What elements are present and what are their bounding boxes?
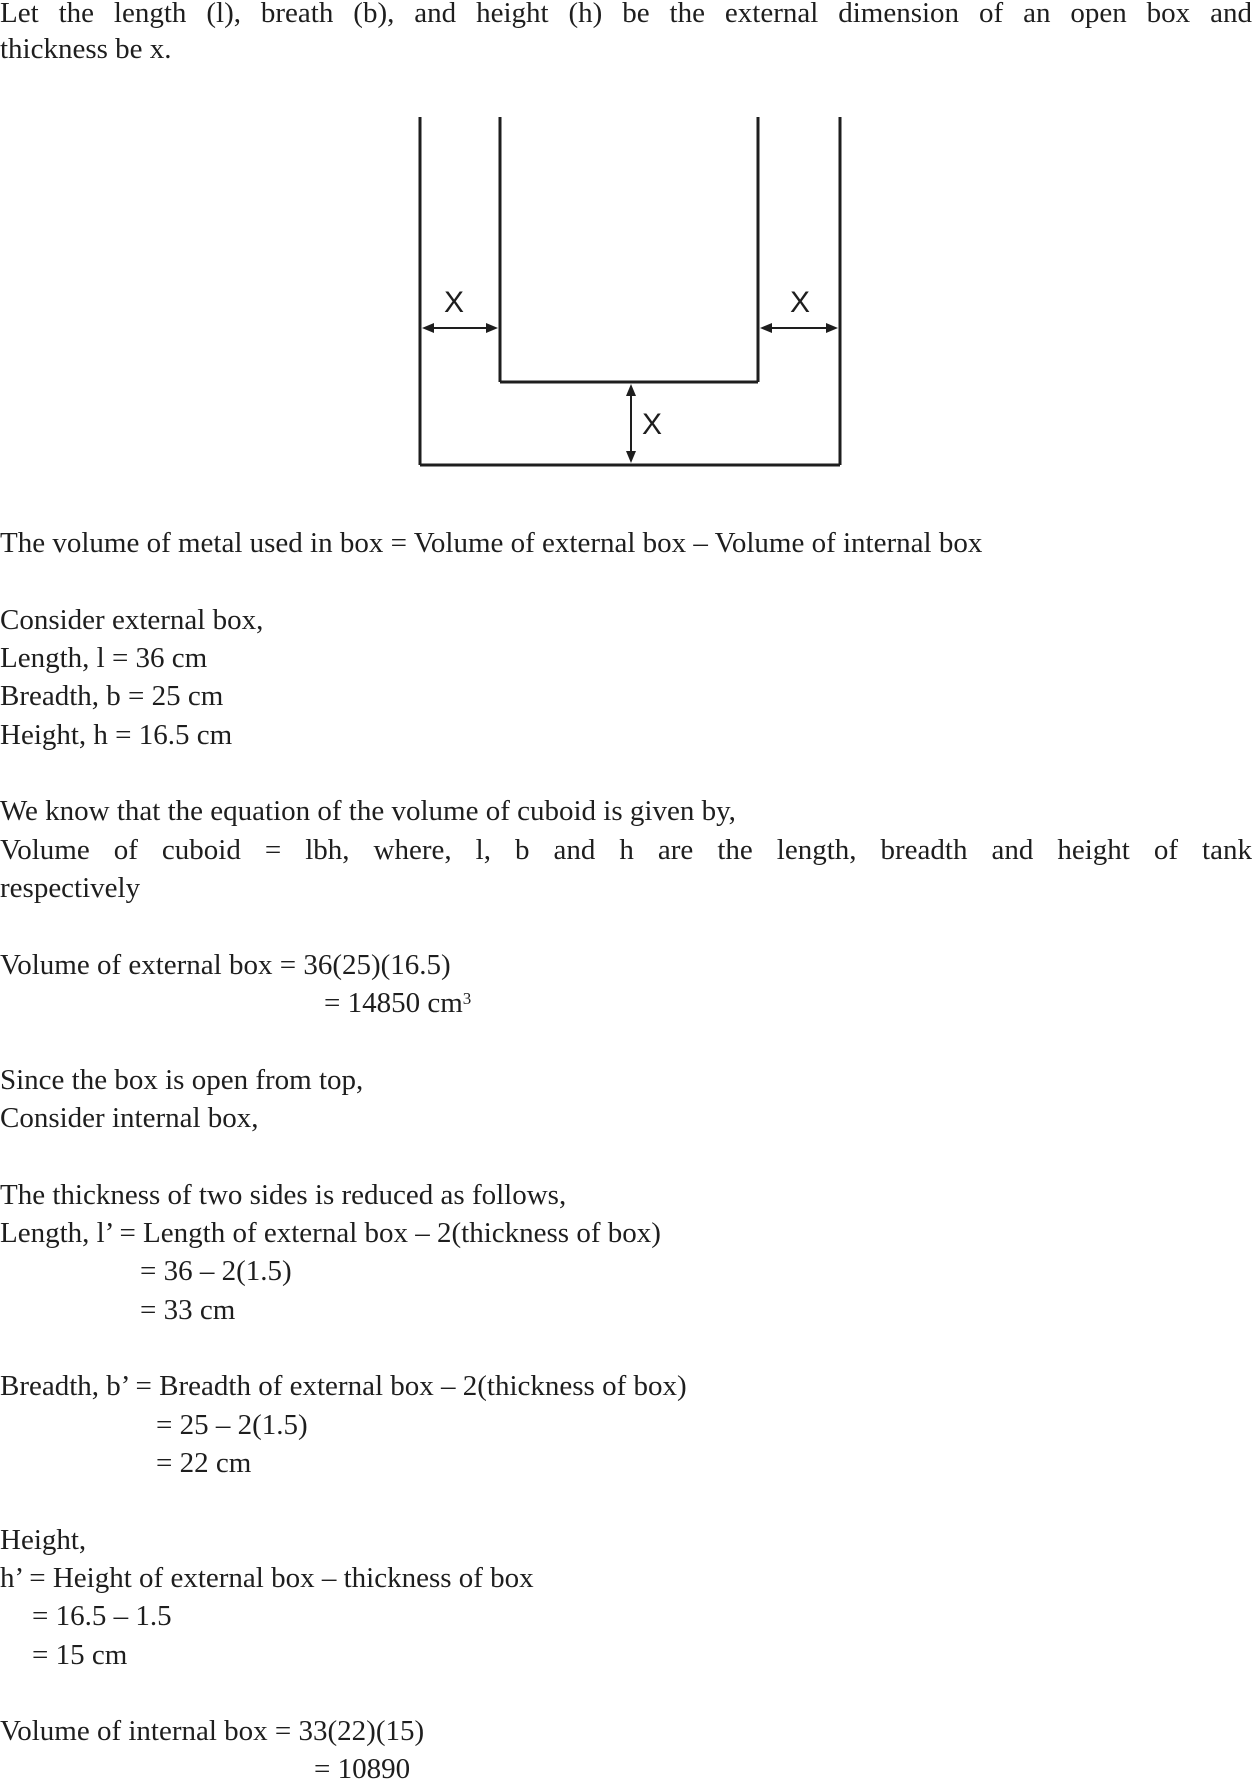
- left-thickness-label: X: [444, 286, 465, 319]
- internal-volume-line-1: Volume of internal box = 33(22)(15): [0, 1715, 425, 1747]
- height-calc-line-2: h’ = Height of external box – thickness of box: [0, 1562, 534, 1594]
- thickness-heading: The thickness of two sides is reduced as follows,: [0, 1179, 567, 1211]
- cuboid-line-2: Volume of cuboid = lbh, where, l, b and h are the length, breadth and height of tank: [0, 834, 1252, 866]
- external-height: Height, h = 16.5 cm: [0, 719, 233, 751]
- cuboid-line-1: We know that the equation of the volume of cuboid is given by,: [0, 795, 736, 827]
- right-arrowhead-a: [760, 323, 772, 333]
- internal-volume-line-2: = 10890: [314, 1753, 411, 1785]
- cuboid-line-3: respectively: [0, 872, 141, 904]
- breadth-calc-line-1: Breadth, b’ = Breadth of external box – 2(thickness of box): [0, 1370, 687, 1402]
- cubic-exponent: 3: [462, 989, 472, 1008]
- height-calc-line-3: = 16.5 – 1.5: [32, 1600, 172, 1632]
- length-calc-line-3: = 33 cm: [140, 1294, 236, 1326]
- left-arrowhead-b: [486, 323, 498, 333]
- length-calc-line-2: = 36 – 2(1.5): [140, 1255, 292, 1287]
- internal-line-2: Consider internal box,: [0, 1102, 259, 1134]
- length-calc-line-1: Length, l’ = Length of external box – 2(thickness of box): [0, 1217, 661, 1249]
- breadth-calc-line-3: = 22 cm: [156, 1447, 252, 1479]
- bottom-arrowhead-b: [626, 451, 636, 463]
- external-length: Length, l = 36 cm: [0, 642, 208, 674]
- formula-line: The volume of metal used in box = Volume of external box – Volume of internal box: [0, 527, 983, 559]
- intro-line-1: Let the length (l), breath (b), and height (h) be the external dimension of an open box and: [0, 0, 1252, 29]
- external-volume-value: = 14850 cm: [324, 987, 463, 1019]
- left-arrowhead-a: [422, 323, 434, 333]
- bottom-arrowhead-a: [626, 384, 636, 396]
- intro-line-2: thickness be x.: [0, 33, 172, 65]
- open-box-diagram: [0, 0, 1252, 480]
- height-calc-line-4: = 15 cm: [32, 1639, 128, 1671]
- internal-line-1: Since the box is open from top,: [0, 1064, 364, 1096]
- external-heading: Consider external box,: [0, 604, 264, 636]
- breadth-calc-line-2: = 25 – 2(1.5): [156, 1409, 308, 1441]
- height-calc-line-1: Height,: [0, 1524, 87, 1556]
- right-arrowhead-b: [826, 323, 838, 333]
- external-volume-line-1: Volume of external box = 36(25)(16.5): [0, 949, 451, 981]
- external-volume-line-2: [324, 984, 471, 1022]
- external-breadth: Breadth, b = 25 cm: [0, 680, 224, 712]
- right-thickness-label: X: [790, 286, 811, 319]
- bottom-thickness-label: X: [642, 408, 663, 441]
